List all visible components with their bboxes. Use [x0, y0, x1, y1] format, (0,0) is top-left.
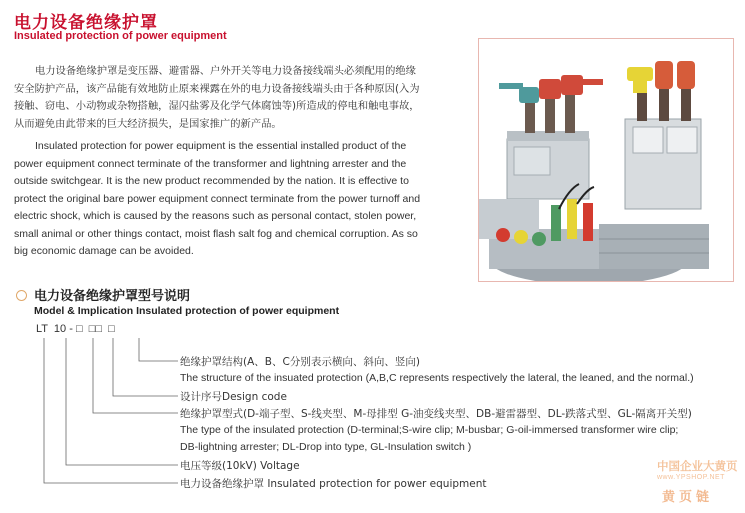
type-en-label-2: DB-lightning arrester; DL-Drop into type, GL-Insulation switch )	[180, 441, 472, 453]
design-code-label: 设计序号Design code	[180, 391, 287, 403]
intro-chinese: 电力设备绝缘护罩是变压器、避雷器、户外开关等电力设备接线端头必须配用的绝缘安全防护产品，该产品能有效地防止原来裸露在外的电力设备接线端头由于各种原因(入为接触、窃电、小动物或杂物搭触，湿闪盐雾及化学气体腐蚀等)所造成的停电和触电事故，从而避免由此带来的巨大经济损失，是国家推广的新产品。	[14, 65, 420, 130]
product-photo	[478, 38, 734, 282]
voltage-label: 电压等级(10kV) Voltage	[180, 460, 300, 472]
page-subtitle: Insulated protection of power equipment	[14, 30, 227, 42]
watermark-title: 中国企业大黄页	[657, 459, 738, 473]
watermark-url: www.YPSHOP.NET	[657, 474, 725, 481]
intro-english: Insulated protection for power equipment is the essential installed product of the power equipment connect terminate of the transformer and lightning arrester and the outside switchgear. It is the new product recommended by the nation. It is effective to protect the original bare power equipment connect terminate from the power turnoff and electric shock, which is caused by the reasons such as personal contact, stolen power, small animal or other things contact, moist flash salt fog and chemical corruption. As so big economic damage can be avoided.	[14, 140, 421, 257]
page-title: 电力设备绝缘护罩	[14, 13, 158, 33]
product-label: 电力设备绝缘护罩 Insulated protection for power equipment	[180, 478, 487, 490]
watermark-logo: 黄页链	[662, 490, 714, 505]
section-bullet-icon	[16, 290, 27, 301]
model-code: LT 10 - □ □□ □	[36, 323, 115, 335]
section-title: 电力设备绝缘护罩型号说明	[34, 289, 191, 304]
section-subtitle: Model & Implication Insulated protection of power equipment	[34, 305, 340, 317]
structure-en-label: The structure of the insuated protection (A,B,C represents respectively the lateral, the leaned, and the normal.)	[180, 372, 694, 384]
product-photo-illustration	[479, 39, 733, 281]
type-cn-label: 绝缘护罩型式(D-端子型、S-线夹型、M-母排型 G-油变线夹型、DB-避雷器型、DL-跌落式型、GL-隔离开关型)	[180, 408, 692, 420]
type-en-label-1: The type of the insulated protection (D-terminal;S-wire clip; M-busbar; G-oil-immersed transformer wire clip;	[180, 424, 679, 436]
structure-cn-label: 绝缘护罩结构(A、B、C分别表示横向、斜向、竖向)	[180, 356, 420, 368]
